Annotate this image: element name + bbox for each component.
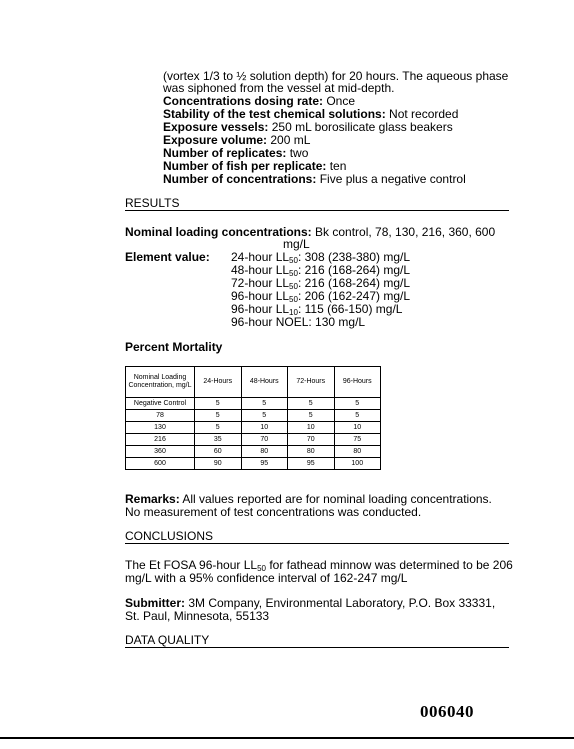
submitter-line-1 (125, 596, 495, 610)
table-cell: 80 (288, 446, 335, 458)
remarks-line-2: No measurement of test concentrations was conducted. (125, 505, 422, 519)
nominal-loading-line (125, 225, 495, 239)
table-cell: 95 (288, 458, 335, 470)
param-fish-per-replicate (163, 159, 346, 173)
ev-pre: 72-hour LL (231, 276, 290, 290)
ev-post: : 206 (162-247) mg/L (297, 289, 411, 303)
ev-post: : 115 (66-150) mg/L (297, 302, 403, 316)
table-cell: 5 (241, 398, 288, 410)
table-cell: 78 (126, 410, 195, 422)
conclusion-sub: 50 (257, 564, 266, 573)
ev-sub: 50 (289, 295, 298, 304)
param-exposure-volume (163, 133, 310, 147)
ev-post: : 308 (238-380) mg/L (297, 250, 411, 264)
submitter-label: Submitter: (125, 596, 185, 610)
param-value: 200 mL (267, 133, 311, 147)
table-cell: 60 (195, 446, 242, 458)
table-cell: 600 (126, 458, 195, 470)
table-header-cell: 72-Hours (288, 367, 335, 398)
nominal-unit: mg/L (283, 237, 310, 251)
element-value-label: Element value: (125, 250, 210, 264)
table-cell: 70 (288, 434, 335, 446)
table-header-cell: 24-Hours (195, 367, 242, 398)
table-cell: 80 (334, 446, 381, 458)
conclusions-heading: CONCLUSIONS (125, 529, 214, 543)
table-cell: 5 (288, 410, 335, 422)
param-exposure-vessels (163, 120, 453, 134)
table-cell: 5 (288, 398, 335, 410)
param-replicates (163, 146, 308, 160)
ev-sub: 10 (289, 308, 298, 317)
table-row (126, 422, 381, 434)
ev-sub: 50 (289, 282, 298, 291)
ev-sub: 50 (289, 269, 298, 278)
table-cell: 70 (241, 434, 288, 446)
conclusion-post: for fathead minnow was determined to be 206 (265, 558, 513, 572)
table-cell: 80 (241, 446, 288, 458)
ev-pre: 24-hour LL (231, 250, 290, 264)
param-value: two (286, 146, 309, 160)
table-header-row (126, 367, 381, 398)
table-cell: 10 (288, 422, 335, 434)
table-cell: 5 (195, 422, 242, 434)
param-label: Number of replicates: (163, 146, 287, 160)
param-value: ten (326, 159, 347, 173)
table-cell: 100 (334, 458, 381, 470)
table-row (126, 446, 381, 458)
nominal-label: Nominal loading concentrations: (125, 225, 312, 239)
table-cell: 5 (334, 410, 381, 422)
nominal-value: Bk control, 78, 130, 216, 360, 600 (311, 225, 496, 239)
mortality-table (125, 366, 381, 470)
ev-post: : 216 (168-264) mg/L (297, 263, 411, 277)
intro-line-1: (vortex 1/3 to ½ solution depth) for 20 hours. The aqueous phase (163, 69, 509, 83)
element-value-row (231, 315, 365, 329)
table-cell: 216 (126, 434, 195, 446)
table-header-cell: 48-Hours (241, 367, 288, 398)
ev-pre: 96-hour LL (231, 289, 290, 303)
table-cell: 360 (126, 446, 195, 458)
table-row (126, 434, 381, 446)
param-label: Number of fish per replicate: (163, 159, 327, 173)
param-value: 250 mL borosilicate glass beakers (268, 120, 453, 134)
ev-pre: 48-hour LL (231, 263, 290, 277)
param-label: Exposure vessels: (163, 120, 269, 134)
conclusions-rule (125, 543, 509, 544)
table-cell: 10 (241, 422, 288, 434)
table-cell: 5 (195, 410, 242, 422)
table-cell: 130 (126, 422, 195, 434)
table-cell: 5 (195, 398, 242, 410)
mortality-title: Percent Mortality (125, 340, 223, 354)
param-label: Concentrations dosing rate: (163, 94, 324, 108)
data-quality-rule (125, 647, 509, 648)
table-cell: Negative Control (126, 398, 195, 410)
remarks-line-1 (125, 492, 492, 506)
remarks-text: All values reported are for nominal loading concentrations. (179, 492, 492, 506)
conclusion-pre: The Et FOSA 96-hour LL (125, 558, 258, 572)
bottom-rule (0, 737, 574, 739)
param-value: Once (323, 94, 356, 108)
ev-sub: 50 (289, 256, 298, 265)
table-cell: 75 (334, 434, 381, 446)
table-cell: 35 (195, 434, 242, 446)
table-row (126, 458, 381, 470)
table-row (126, 398, 381, 410)
document-number: 006040 (420, 702, 474, 721)
param-value: Five plus a negative control (316, 172, 466, 186)
table-cell: 95 (241, 458, 288, 470)
submitter-text: 3M Company, Environmental Laboratory, P.O. Box 33331, (185, 596, 496, 610)
data-quality-heading: DATA QUALITY (125, 633, 210, 647)
param-stability (163, 107, 458, 121)
ev-pre: 96-hour NOEL: 130 mg/L (231, 315, 366, 329)
submitter-line-2: St. Paul, Minnesota, 55133 (125, 609, 270, 623)
ev-pre: 96-hour LL (231, 302, 290, 316)
param-concentrations (163, 172, 466, 186)
table-cell: 90 (195, 458, 242, 470)
ev-post: : 216 (168-264) mg/L (297, 276, 411, 290)
intro-line-2: was siphoned from the vessel at mid-depth. (163, 81, 395, 95)
results-rule (125, 210, 509, 211)
param-label: Number of concentrations: (163, 172, 317, 186)
table-cell: 5 (241, 410, 288, 422)
param-label: Stability of the test chemical solutions: (163, 107, 386, 121)
param-value: Not recorded (385, 107, 459, 121)
conclusions-line-2: mg/L with a 95% confidence interval of 162-247 mg/L (125, 571, 408, 585)
table-header-cell: Nominal Loading Concentration, mg/L (126, 367, 195, 398)
param-dosing-rate (163, 94, 355, 108)
results-heading: RESULTS (125, 196, 180, 210)
table-cell: 5 (334, 398, 381, 410)
param-label: Exposure volume: (163, 133, 268, 147)
table-header-cell: 96-Hours (334, 367, 381, 398)
table-cell: 10 (334, 422, 381, 434)
table-row (126, 410, 381, 422)
remarks-label: Remarks: (125, 492, 180, 506)
